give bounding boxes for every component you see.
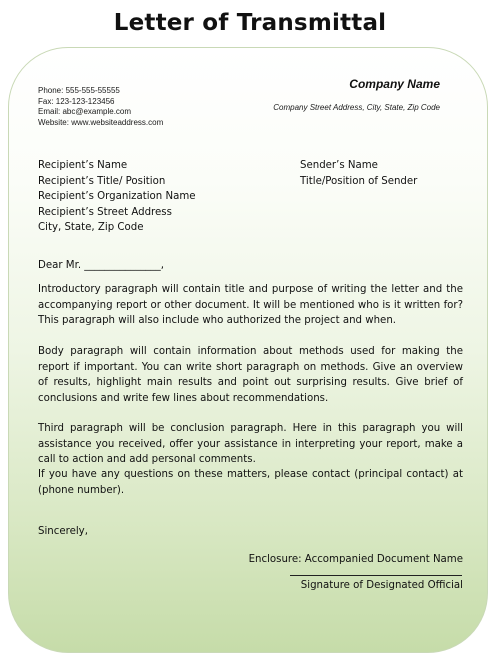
recipient-city: City, State, Zip Code: [38, 222, 144, 233]
sender-name: Sender’s Name: [300, 160, 378, 171]
signature-line: [290, 575, 462, 576]
signature-label: Signature of Designated Official: [300, 580, 463, 591]
sender-title: Title/Position of Sender: [300, 175, 418, 187]
sender-block: [300, 158, 417, 189]
contact-email: Email: abc@example.com: [38, 107, 132, 116]
contact-paragraph: If you have any questions on these matters, please contact (principal contact) at (phone number).: [38, 469, 463, 496]
body-paragraph: Body paragraph will contain information about methods used for making the report if important. You can write short paragraph on methods. Give an overview of results, highlight main results and point out surprising results. Give brief of conclusions and write few lines about recommendations.: [38, 346, 463, 404]
enclosure-line: Enclosure: Accompanied Document Name: [248, 554, 463, 565]
recipient-block: [38, 158, 196, 236]
company-address: Company Street Address, City, State, Zip Code: [273, 103, 440, 112]
company-name: Company Name: [349, 77, 440, 91]
page-title: Letter of Transmittal: [113, 10, 387, 36]
recipient-title: Recipient’s Title/ Position: [38, 175, 166, 187]
contact-fax: Fax: 123-123-123456: [38, 96, 115, 106]
intro-paragraph: Introductory paragraph will contain title and purpose of writing the letter and the accompanying report or other document. It will be mentioned who is it written for? This paragraph will also include who authorized the project and when.: [38, 284, 463, 326]
contact-block: [38, 86, 163, 128]
contact-website: Website: www.websiteaddress.com: [38, 117, 164, 127]
recipient-street: Recipient’s Street Address: [38, 206, 172, 218]
recipient-name: Recipient’s Name: [38, 160, 128, 171]
conclusion-paragraph: Third paragraph will be conclusion paragraph. Here in this paragraph you will assistance you received, offer your assistance in interpreting your report, make a call to action and add personal comments.: [38, 423, 463, 465]
salutation: Dear Mr. _______________,: [38, 260, 164, 271]
contact-phone: Phone: 555-555-55555: [38, 86, 120, 95]
recipient-organization: Recipient’s Organization Name: [38, 191, 196, 202]
closing: Sincerely,: [38, 526, 88, 537]
